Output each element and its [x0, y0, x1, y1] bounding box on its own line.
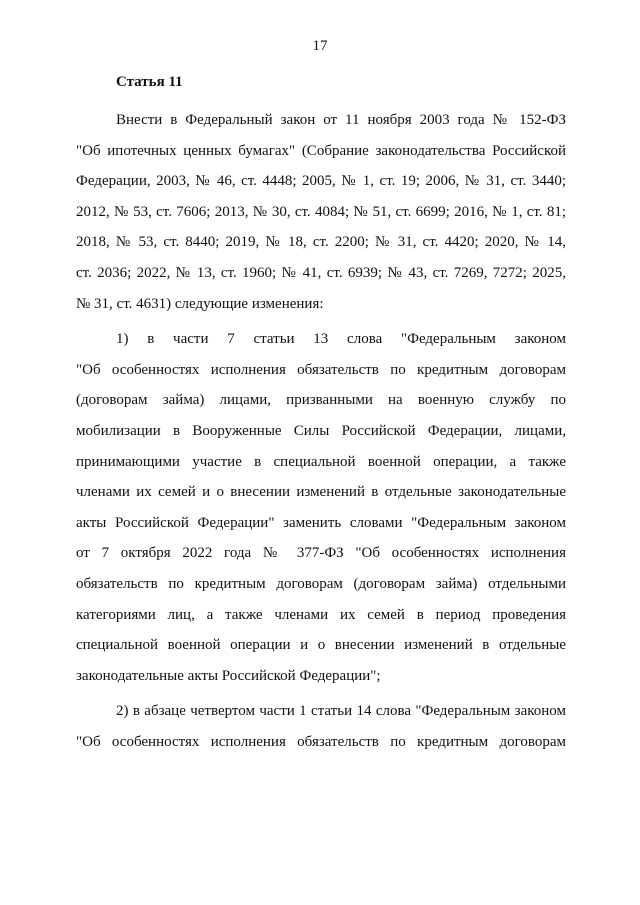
text-line: Федерации, 2003, № 46, ст. 4448; 2005, № 1, ст. 19; 2006, № 31, ст. 3440; — [76, 173, 566, 190]
text-line: обязательств по кредитным договорам (договорам займа) отдельными — [76, 575, 566, 592]
text-line: "Об особенностях исполнения обязательств по кредитным договорам — [76, 733, 566, 750]
text-line: "Об особенностях исполнения обязательств по кредитным договорам — [76, 361, 566, 378]
text-line: (договорам займа) лицами, призванными на военную службу по — [76, 392, 566, 409]
text-line: Внести в Федеральный закон от 11 ноября 2003 года № 152-ФЗ — [116, 112, 566, 128]
article-heading: Статья 11 — [116, 74, 183, 90]
text-line: мобилизации в Вооруженные Силы Российской Федерации, лицами, — [76, 422, 566, 439]
text-line: категориями лиц, а также членами их семей в период проведения — [76, 606, 566, 623]
text-line: № 31, ст. 4631) следующие изменения: — [76, 295, 324, 312]
text-line: акты Российской Федерации" заменить словами "Федеральным законом — [76, 514, 566, 531]
text-line: принимающими участие в специальной военной операции, а также — [76, 453, 566, 470]
text-line: специальной военной операции и о внесении изменений в отдельные — [76, 637, 566, 654]
text-line: 1) в части 7 статьи 13 слова "Федеральным законом — [116, 331, 566, 348]
text-line: 2012, № 53, ст. 7606; 2013, № 30, ст. 4084; № 51, ст. 6699; 2016, № 1, ст. 81; — [76, 203, 566, 220]
text-line: законодательные акты Российской Федерации"; — [76, 667, 381, 684]
text-line: ст. 2036; 2022, № 13, ст. 1960; № 41, ст. 6939; № 43, ст. 7269, 7272; 2025, — [76, 264, 566, 281]
text-line: членами их семей и о внесении изменений в отдельные законодательные — [76, 484, 566, 501]
text-line: "Об ипотечных ценных бумагах" (Собрание законодательства Российской — [76, 142, 566, 159]
page-number: 17 — [312, 38, 328, 54]
text-line: от 7 октября 2022 года № 377-ФЗ "Об особенностях исполнения — [76, 545, 566, 562]
document-body — [76, 105, 566, 757]
text-line: 2) в абзаце четвертом части 1 статьи 14 слова "Федеральным законом — [116, 703, 566, 720]
text-line: 2018, № 53, ст. 8440; 2019, № 18, ст. 2200; № 31, ст. 4420; 2020, № 14, — [76, 234, 566, 251]
